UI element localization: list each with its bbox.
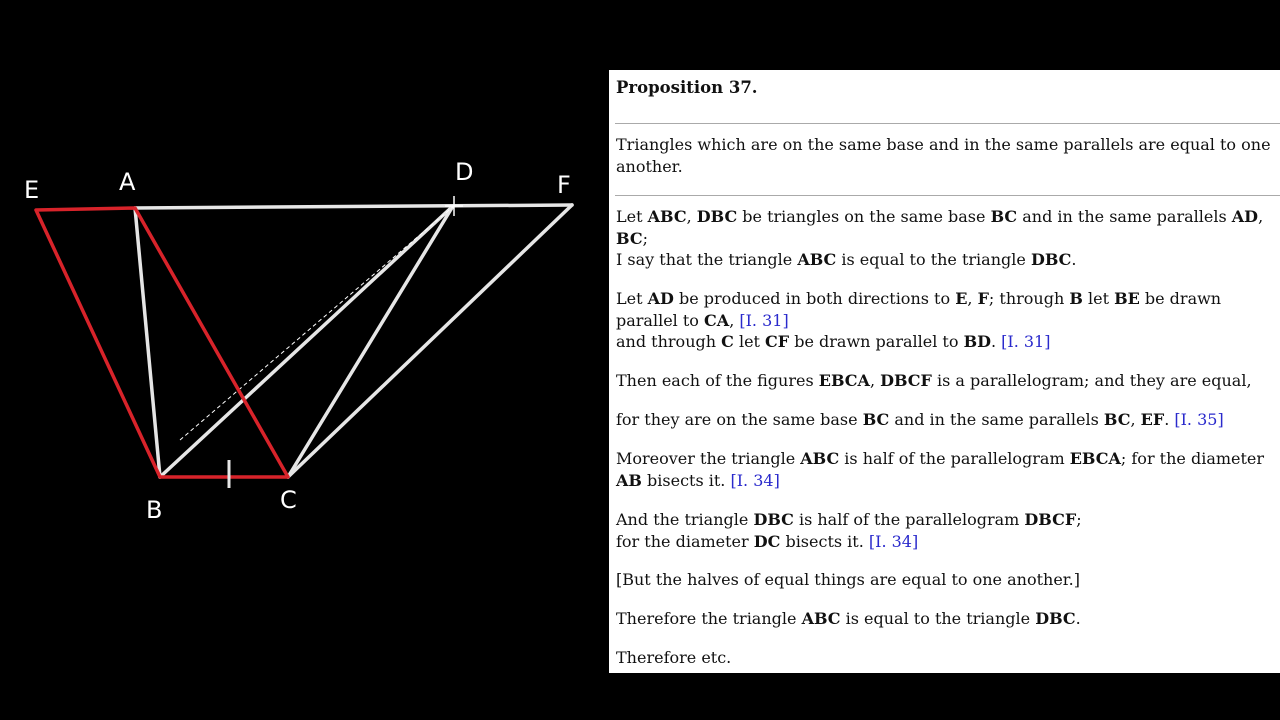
text-fragment: I say that the triangle [616, 250, 798, 269]
text-fragment: DBCF [1024, 510, 1077, 529]
text-fragment: be drawn parallel to [616, 289, 1222, 330]
paragraph-construction [616, 288, 1276, 353]
label-point-f: F [557, 171, 571, 199]
text-fragment: ; for the diameter [1120, 449, 1265, 468]
text-fragment: for the diameter [616, 531, 754, 551]
text-fragment: DBC [696, 207, 738, 226]
label-point-a: A [119, 168, 136, 196]
proposition-text-panel [609, 70, 1280, 673]
text-fragment: and in the same parallels [889, 410, 1104, 429]
text-fragment: EF [1140, 410, 1165, 429]
text-fragment: CF [765, 332, 790, 351]
text-fragment: F [977, 289, 989, 308]
text-fragment: is a parallelogram; and they are equal, [931, 371, 1252, 390]
text-fragment: Therefore the triangle [616, 609, 802, 628]
text-fragment: And the triangle [616, 510, 754, 529]
paragraph-halves: [But the halves of equal things are equal to one another.] [616, 570, 1081, 589]
reference-link[interactable]: [I. 35] [1174, 410, 1224, 429]
label-point-e: E [24, 176, 40, 204]
text-fragment: bisects it. [780, 531, 869, 551]
reference-link[interactable]: [I. 34] [868, 531, 919, 551]
text-fragment: . [1164, 410, 1175, 429]
divider [615, 123, 1280, 124]
paragraph-therefore: Therefore etc. [616, 648, 732, 667]
text-fragment: ; [642, 228, 648, 248]
line-bd [160, 206, 453, 477]
text-fragment: is equal to the triangle [836, 250, 1031, 269]
text-fragment: BC [990, 207, 1018, 226]
text-fragment: AD [647, 289, 674, 308]
text-fragment: Moreover the triangle [616, 449, 801, 468]
text-fragment: , [686, 207, 697, 226]
text-fragment: , [967, 289, 978, 308]
proposition-statement: Triangles which are on the same base and in the same parallels are equal to one another. [616, 135, 1271, 176]
paragraph-same-base [616, 409, 1276, 431]
text-fragment: DBC [1035, 609, 1076, 628]
text-fragment: Let [616, 207, 648, 226]
text-fragment: and in the same parallels [1017, 207, 1232, 226]
reference-link[interactable]: [I. 31] [739, 310, 789, 330]
text-fragment: and through [616, 332, 722, 351]
line-ef [135, 205, 572, 208]
text-fragment: . [1075, 609, 1081, 628]
text-fragment: C [721, 332, 734, 351]
paragraph-conclusion [616, 608, 1276, 630]
text-fragment: let [1082, 289, 1115, 308]
text-fragment: let [733, 332, 766, 351]
text-fragment: ; through [988, 289, 1070, 308]
text-fragment: DBC [753, 510, 794, 529]
text-fragment: ABC [797, 250, 837, 269]
text-fragment: Then each of the figures [616, 371, 819, 390]
text-fragment: AD [1231, 207, 1259, 226]
paragraph-half-dbcf [616, 509, 1276, 552]
paragraph-parallelograms [616, 370, 1276, 392]
text-fragment: EBCA [818, 371, 870, 390]
text-fragment: BE [1114, 289, 1140, 308]
divider [615, 195, 1280, 196]
text-fragment: ABC [801, 609, 841, 628]
text-fragment: B [1069, 289, 1083, 308]
text-fragment: DC [753, 531, 781, 551]
text-fragment: Let [616, 289, 648, 308]
label-point-c: C [280, 486, 297, 514]
text-fragment: be triangles on the same base [737, 207, 991, 226]
text-fragment: DBCF [880, 371, 932, 390]
paragraph-half-ebca [616, 448, 1276, 491]
text-fragment: be produced in both directions to [673, 289, 956, 308]
text-fragment: is equal to the triangle [840, 609, 1036, 628]
proposition-title: Proposition 37. [616, 78, 758, 97]
text-fragment: BD [963, 332, 991, 351]
text-fragment: ; [1076, 510, 1082, 529]
parallelogram-ebca [36, 208, 288, 477]
text-fragment: is half of the parallelogram [793, 510, 1025, 529]
text-fragment: E [955, 289, 968, 308]
label-point-b: B [146, 496, 163, 524]
text-fragment: CA [704, 310, 730, 330]
text-fragment: be drawn parallel to [789, 332, 964, 351]
text-fragment: EBCA [1069, 449, 1121, 468]
reference-link[interactable]: [I. 34] [730, 470, 780, 490]
text-fragment: for they are on the same base [616, 410, 863, 429]
geometry-diagram [0, 0, 610, 720]
text-fragment: BC [616, 228, 643, 248]
text-fragment: ABC [647, 207, 687, 226]
text-fragment: ABC [800, 449, 840, 468]
text-fragment: , [1258, 207, 1264, 226]
text-fragment: is half of the parallelogram [839, 449, 1070, 468]
text-fragment: AB [616, 470, 642, 490]
text-fragment: , [869, 371, 881, 390]
text-fragment: BC [862, 410, 890, 429]
text-fragment: BC [1103, 410, 1131, 429]
text-fragment: bisects it. [641, 470, 731, 490]
text-fragment: . [1071, 250, 1077, 269]
text-fragment: DBC [1030, 250, 1072, 269]
text-fragment: , [729, 310, 740, 330]
label-point-d: D [455, 158, 474, 186]
text-fragment: , [1130, 410, 1141, 429]
paragraph-setup [616, 206, 1276, 271]
text-fragment: . [990, 332, 1002, 351]
reference-link[interactable]: [I. 31] [1001, 332, 1051, 351]
